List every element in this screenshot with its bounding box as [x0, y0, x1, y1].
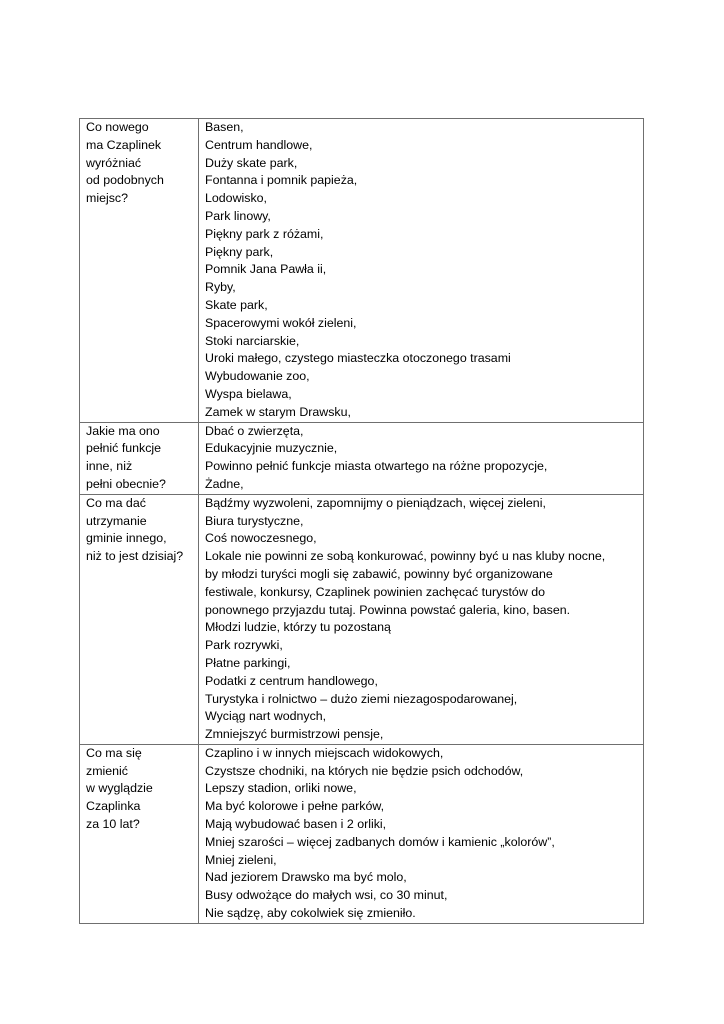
answer-line: Nie sądzę, aby cokolwiek się zmieniło. [205, 906, 416, 921]
answer-line: Lokale nie powinni ze sobą konkurować, powinny być u nas kluby nocne, [205, 549, 606, 564]
answer-line: Ryby, [205, 280, 236, 295]
answers-cell [199, 422, 644, 494]
answer-line: Busy odwożące do małych wsi, co 30 minut, [205, 888, 448, 903]
question-line: wyróżniać [86, 155, 142, 170]
answer-line: Podatki z centrum handlowego, [205, 673, 378, 688]
answer-line: Zmniejszyć burmistrzowi pensje, [205, 727, 384, 742]
answer-line: Piękny park, [205, 244, 274, 259]
answer-line: Park linowy, [205, 208, 271, 223]
answers-cell [199, 744, 644, 923]
question-line: pełni obecnie? [86, 476, 166, 491]
answer-line: Młodzi ludzie, którzy tu pozostaną [205, 620, 391, 635]
question-cell [80, 422, 199, 494]
answer-line: by młodzi turyści mogli się zabawić, powinny być organizowane [205, 566, 553, 581]
answer-line: Mniej szarości – więcej zadbanych domów i kamienic „kolorów”, [205, 834, 555, 849]
answer-line: Mają wybudować basen i 2 orliki, [205, 817, 387, 832]
question-line: utrzymanie [86, 513, 147, 528]
answer-line: Wybudowanie zoo, [205, 369, 310, 384]
question-line: za 10 lat? [86, 817, 140, 832]
question-line: Co nowego [86, 120, 149, 134]
table-row [80, 119, 644, 423]
question-line: niż to jest dzisiaj? [86, 549, 184, 564]
answer-line: Dbać o zwierzęta, [205, 423, 304, 438]
answer-line: festiwale, konkursy, Czaplinek powinien zachęcać turystów do [205, 584, 545, 599]
survey-table-body [80, 119, 644, 924]
question-line: od podobnych [86, 173, 164, 188]
question-line: inne, niż [86, 459, 133, 474]
answer-line: Bądźmy wyzwoleni, zapomnijmy o pieniądzach, więcej zieleni, [205, 495, 546, 510]
answer-line: Czaplino i w innych miejscach widokowych, [205, 745, 444, 760]
answer-line: Zamek w starym Drawsku, [205, 404, 351, 419]
answer-line: Nad jeziorem Drawsko ma być molo, [205, 870, 407, 885]
answer-line: Centrum handlowe, [205, 137, 313, 152]
answer-line: Powinno pełnić funkcje miasta otwartego na różne propozycje, [205, 459, 548, 474]
answer-line: Ma być kolorowe i pełne parków, [205, 799, 385, 814]
answer-line: Czystsze chodniki, na których nie będzie psich odchodów, [205, 763, 524, 778]
answer-line: Spacerowymi wokół zieleni, [205, 315, 357, 330]
question-line: zmienić [86, 763, 128, 778]
answer-line: Pomnik Jana Pawła ii, [205, 262, 327, 277]
answer-line: Park rozrywki, [205, 638, 283, 653]
question-line: ma Czaplinek [86, 137, 162, 152]
answer-line: Wyspa bielawa, [205, 386, 292, 401]
question-line: w wyglądzie [86, 781, 153, 796]
answer-line: Uroki małego, czystego miasteczka otoczonego trasami [205, 351, 511, 366]
question-line: gminie innego, [86, 531, 167, 546]
answer-line: ponownego przyjazdu tutaj. Powinna powstać galeria, kino, basen. [205, 602, 571, 617]
answer-line: Duży skate park, [205, 155, 298, 170]
answer-line: Wyciąg nart wodnych, [205, 709, 327, 724]
answers-cell [199, 494, 644, 744]
question-cell [80, 494, 199, 744]
question-line: Co ma dać [86, 495, 146, 510]
answer-line: Lodowisko, [205, 191, 267, 206]
question-line: Jakie ma ono [86, 423, 160, 438]
table-row [80, 744, 644, 923]
answer-line: Skate park, [205, 297, 268, 312]
question-line: miejsc? [86, 191, 128, 206]
survey-table [79, 118, 644, 924]
question-cell [80, 744, 199, 923]
question-line: Co ma się [86, 745, 142, 760]
answer-line: Edukacyjnie muzycznie, [205, 441, 338, 456]
answer-line: Coś nowoczesnego, [205, 531, 317, 546]
question-cell [80, 119, 199, 423]
answer-line: Mniej zieleni, [205, 852, 277, 867]
answer-line: Piękny park z różami, [205, 226, 324, 241]
question-line: Czaplinka [86, 799, 141, 814]
answer-line: Stoki narciarskie, [205, 333, 300, 348]
answer-line: Żadne, [205, 476, 244, 491]
table-row [80, 494, 644, 744]
answer-line: Turystyka i rolnictwo – dużo ziemi niezagospodarowanej, [205, 691, 518, 706]
answers-cell [199, 119, 644, 423]
question-line: pełnić funkcje [86, 441, 162, 456]
answer-line: Płatne parkingi, [205, 655, 291, 670]
answer-line: Biura turystyczne, [205, 513, 304, 528]
answer-line: Fontanna i pomnik papieża, [205, 173, 358, 188]
answer-line: Lepszy stadion, orliki nowe, [205, 781, 357, 796]
answer-line: Basen, [205, 120, 244, 134]
table-row [80, 422, 644, 494]
